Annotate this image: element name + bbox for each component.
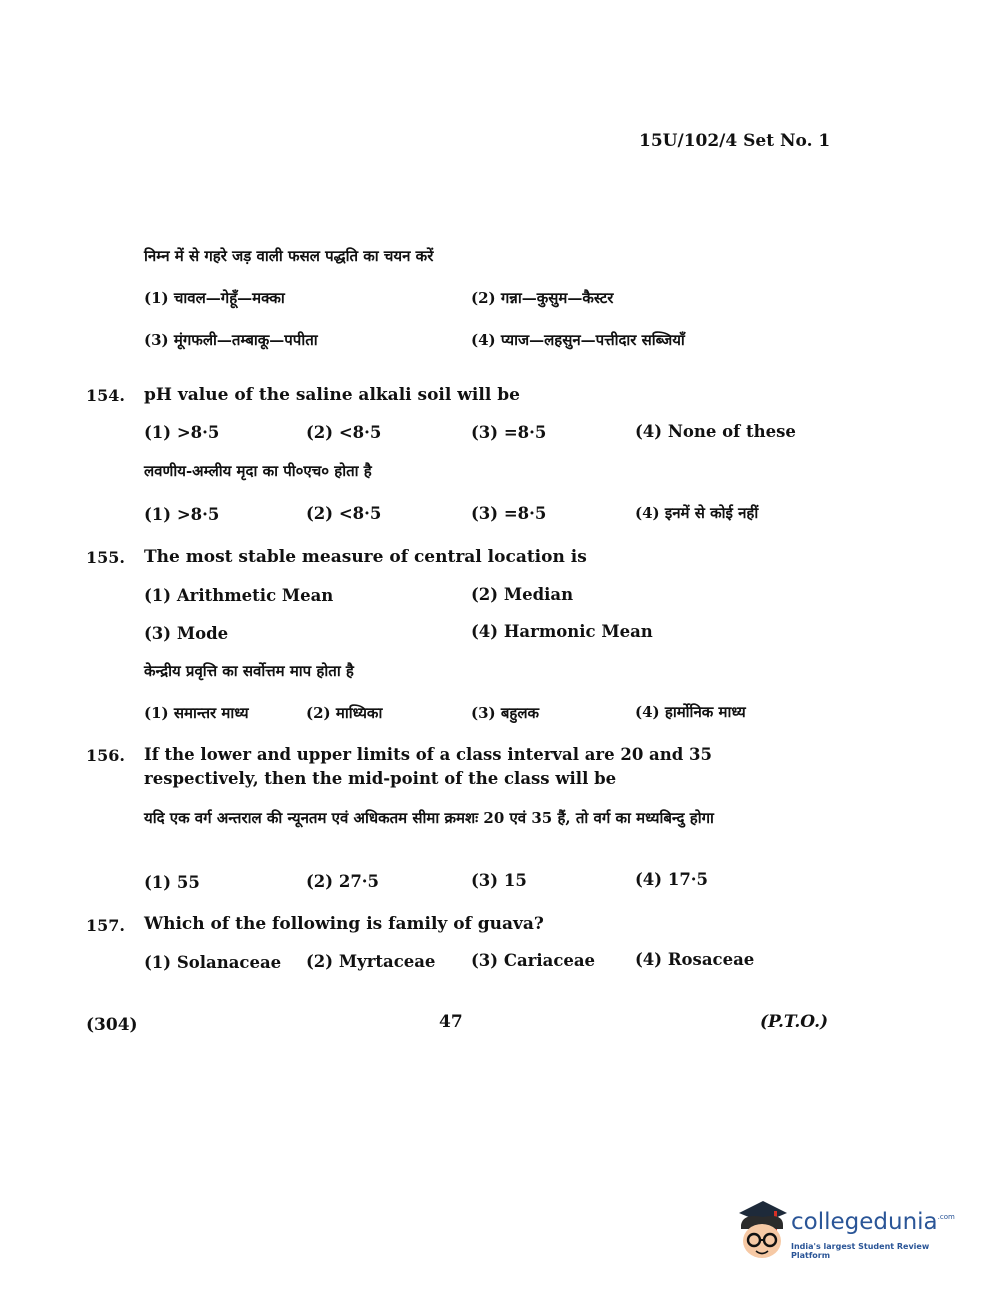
q155-hindi-option-1: (1) समान्तर माध्य	[144, 704, 249, 722]
q154-option-2: (2) <8·5	[306, 423, 382, 442]
pto-label: (P.T.O.)	[760, 1012, 829, 1032]
q155-hindi-option-3: (3) बहुलक	[471, 704, 540, 722]
q153-option-1: (1) चावल—गेहूँ—मक्का	[144, 289, 285, 307]
page-number: 47	[439, 1012, 463, 1032]
q157-option-1: (1) Solanaceae	[144, 953, 282, 972]
logo-tagline: India's largest Student Review Platform	[791, 1242, 930, 1260]
q153-hindi-question: निम्न में से गहरे जड़ वाली फसल पद्धति का चयन करें	[144, 247, 434, 265]
collegedunia-logo	[733, 1195, 963, 1267]
q157-option-4: (4) Rosaceae	[635, 950, 755, 969]
q155-option-4: (4) Harmonic Mean	[471, 622, 653, 641]
logo-brand-text: collegedunia	[791, 1209, 938, 1235]
q156-question: If the lower and upper limits of a class interval are 20 and 35 respectively, then the mid-point of the class will be	[144, 745, 712, 788]
q157-option-2: (2) Myrtaceae	[306, 952, 436, 971]
q154-hindi-option-2: (2) <8·5	[306, 504, 382, 523]
q155-option-1: (1) Arithmetic Mean	[144, 586, 334, 605]
q154-number: 154.	[86, 386, 125, 405]
q155-hindi-option-2: (2) माध्यिका	[306, 704, 383, 722]
q155-number: 155.	[86, 548, 125, 567]
q155-hindi-option-4: (4) हार्मोनिक माध्य	[635, 703, 746, 721]
logo-brand-com: .com	[937, 1213, 955, 1221]
q154-option-1: (1) >8·5	[144, 423, 220, 442]
q157-question: Which of the following is family of guava?	[144, 914, 544, 934]
q154-option-4: (4) None of these	[635, 422, 796, 441]
q155-option-2: (2) Median	[471, 585, 574, 604]
q155-option-3: (3) Mode	[144, 624, 229, 643]
footer-code: (304)	[86, 1015, 138, 1035]
q156-number: 156.	[86, 746, 125, 765]
q155-hindi-question: केन्द्रीय प्रवृत्ति का सर्वोत्तम माप होता है	[144, 662, 354, 680]
paper-code: 15U/102/4 Set No. 1	[639, 131, 831, 151]
q154-hindi-option-4: (4) इनमें से कोई नहीं	[635, 504, 759, 522]
q154-hindi-option-3: (3) =8·5	[471, 504, 547, 523]
q153-option-2: (2) गन्ना—कुसुम—कैस्टर	[471, 289, 614, 307]
q154-hindi-option-1: (1) >8·5	[144, 505, 220, 524]
q157-number: 157.	[86, 916, 125, 935]
q156-option-4: (4) 17·5	[635, 870, 709, 889]
mascot-icon	[733, 1195, 791, 1267]
q154-question: pH value of the saline alkali soil will be	[144, 385, 520, 405]
q156-option-1: (1) 55	[144, 873, 200, 892]
q154-hindi-question: लवणीय-अम्लीय मृदा का पी०एच० होता है	[144, 462, 372, 480]
q154-option-3: (3) =8·5	[471, 423, 547, 442]
q156-hindi-question: यदि एक वर्ग अन्तराल की न्यूनतम एवं अधिकतम सीमा क्रमशः 20 एवं 35 हैं, तो वर्ग का मध्यबिन्दु होगा	[144, 809, 714, 827]
q157-option-3: (3) Cariaceae	[471, 951, 596, 970]
q153-option-3: (3) मूंगफली—तम्बाकू—पपीता	[144, 331, 318, 349]
logo-brand	[791, 1209, 955, 1235]
q156-option-2: (2) 27·5	[306, 872, 380, 891]
q156-option-3: (3) 15	[471, 871, 527, 890]
q153-option-4: (4) प्याज—लहसुन—पत्तीदार सब्जियाँ	[471, 331, 685, 349]
q155-question: The most stable measure of central location is	[144, 547, 587, 567]
